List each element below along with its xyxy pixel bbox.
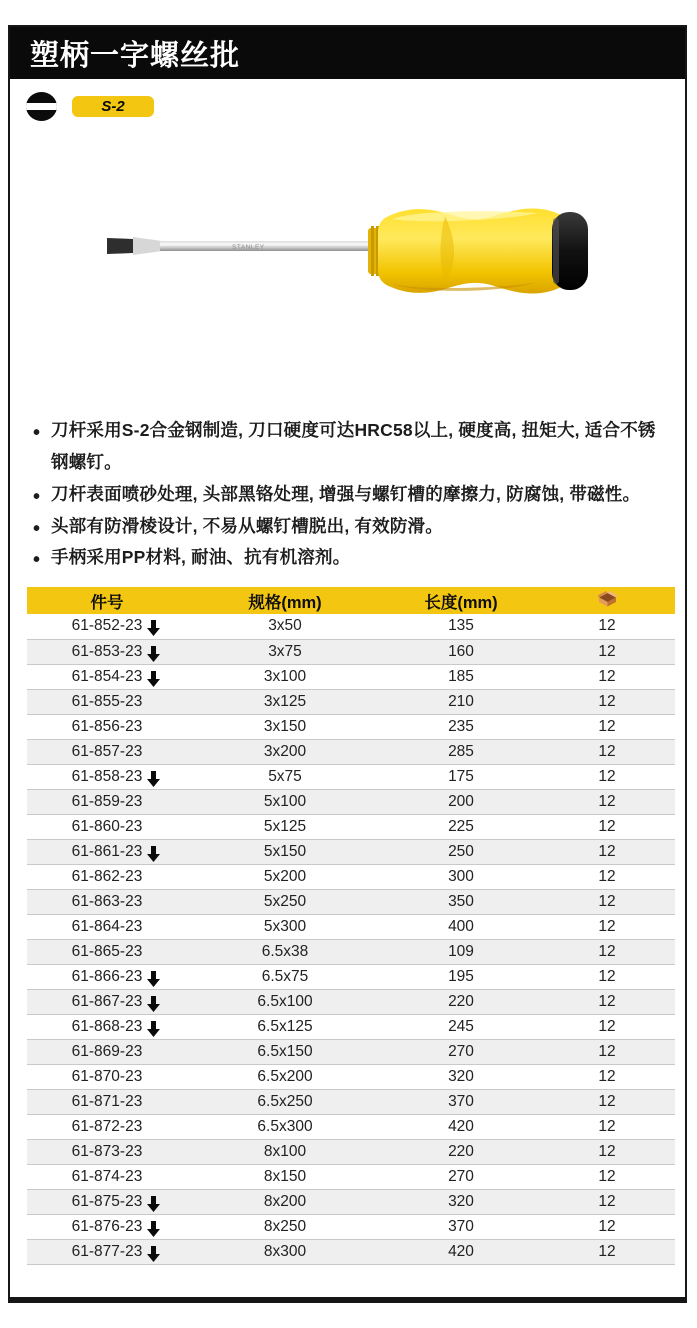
pack-qty-cell: 12 (539, 739, 675, 764)
down-arrow-icon (147, 996, 160, 1012)
parts-table-body (27, 614, 675, 1264)
part-number-cell: 61-853-23 (27, 639, 187, 664)
badge-row (26, 91, 685, 121)
spec-cell: 8x100 (187, 1139, 383, 1164)
part-number-cell: 61-862-23 (27, 864, 187, 889)
spec-cell: 3x50 (187, 614, 383, 639)
spec-cell: 3x75 (187, 639, 383, 664)
table-row (27, 839, 675, 864)
part-number-cell: 61-854-23 (27, 664, 187, 689)
pack-qty-cell: 12 (539, 714, 675, 739)
page-title: 塑柄一字螺丝批 (30, 39, 241, 72)
part-number-cell: 61-863-23 (27, 889, 187, 914)
part-number-cell: 61-861-23 (27, 839, 187, 864)
length-cell: 200 (383, 789, 539, 814)
table-row (27, 914, 675, 939)
pack-qty-cell: 12 (539, 639, 675, 664)
part-number-cell: 61-858-23 (27, 764, 187, 789)
length-cell: 400 (383, 914, 539, 939)
part-number-cell: 61-876-23 (27, 1214, 187, 1239)
length-cell: 135 (383, 614, 539, 639)
table-row (27, 739, 675, 764)
length-cell: 320 (383, 1064, 539, 1089)
table-row (27, 889, 675, 914)
slotted-tip-icon (26, 92, 57, 121)
part-number-cell: 61-872-23 (27, 1114, 187, 1139)
part-number-cell: 61-875-23 (27, 1189, 187, 1214)
spec-cell: 8x250 (187, 1214, 383, 1239)
down-arrow-icon (147, 1246, 160, 1262)
spec-cell: 3x150 (187, 714, 383, 739)
length-cell: 420 (383, 1239, 539, 1264)
pack-qty-cell: 12 (539, 1239, 675, 1264)
table-row (27, 1164, 675, 1189)
part-number-cell: 61-855-23 (27, 689, 187, 714)
pack-qty-cell: 12 (539, 689, 675, 714)
feature-item: • 刀杆采用S-2合金钢制造, 刀口硬度可达HRC58以上, 硬度高, 扭矩大, 适合不锈钢螺钉。 (32, 415, 670, 479)
spec-cell: 6.5x250 (187, 1089, 383, 1114)
table-row (27, 714, 675, 739)
feature-item: • 刀杆表面喷砂处理, 头部黑铬处理, 增强与螺钉槽的摩擦力, 防腐蚀, 带磁性。 (32, 479, 670, 511)
table-row (27, 814, 675, 839)
part-number-cell: 61-871-23 (27, 1089, 187, 1114)
table-row (27, 614, 675, 639)
col-header-pack (539, 587, 675, 614)
pack-qty-cell: 12 (539, 1064, 675, 1089)
brand-text: STANLEY (232, 244, 265, 251)
part-number-cell: 61-874-23 (27, 1164, 187, 1189)
blade-tip (107, 238, 133, 254)
table-row (27, 1064, 675, 1089)
down-arrow-icon (147, 1196, 160, 1212)
table-row (27, 864, 675, 889)
table-header-row (27, 587, 675, 614)
spec-cell: 8x200 (187, 1189, 383, 1214)
table-row (27, 1139, 675, 1164)
length-cell: 420 (383, 1114, 539, 1139)
handle (378, 208, 576, 293)
length-cell: 245 (383, 1014, 539, 1039)
down-arrow-icon (147, 620, 160, 636)
table-row (27, 639, 675, 664)
pack-qty-cell: 12 (539, 614, 675, 639)
shaft (160, 241, 376, 251)
pack-qty-cell: 12 (539, 989, 675, 1014)
part-number-cell: 61-877-23 (27, 1239, 187, 1264)
part-number-cell: 61-869-23 (27, 1039, 187, 1064)
pack-qty-cell: 12 (539, 1139, 675, 1164)
length-cell: 285 (383, 739, 539, 764)
spec-cell: 3x100 (187, 664, 383, 689)
length-cell: 160 (383, 639, 539, 664)
down-arrow-icon (147, 846, 160, 862)
table-row (27, 789, 675, 814)
pack-qty-cell: 12 (539, 1089, 675, 1114)
screwdriver-illustration (72, 192, 602, 312)
parts-table (27, 587, 675, 1265)
length-cell: 320 (383, 1189, 539, 1214)
part-number-cell: 61-857-23 (27, 739, 187, 764)
pack-qty-cell: 12 (539, 1114, 675, 1139)
pack-qty-cell: 12 (539, 664, 675, 689)
spec-cell: 6.5x300 (187, 1114, 383, 1139)
spec-cell: 6.5x75 (187, 964, 383, 989)
length-cell: 220 (383, 1139, 539, 1164)
part-number-cell: 61-860-23 (27, 814, 187, 839)
title-bar (10, 27, 685, 79)
pack-qty-cell: 12 (539, 1014, 675, 1039)
length-cell: 109 (383, 939, 539, 964)
table-row (27, 1214, 675, 1239)
pack-qty-cell: 12 (539, 964, 675, 989)
pack-qty-cell: 12 (539, 939, 675, 964)
part-number-cell: 61-870-23 (27, 1064, 187, 1089)
spec-cell: 6.5x125 (187, 1014, 383, 1039)
table-row (27, 1089, 675, 1114)
pack-qty-cell: 12 (539, 839, 675, 864)
features-list (32, 415, 670, 574)
table-row (27, 1039, 675, 1064)
table-row (27, 664, 675, 689)
down-arrow-icon (147, 771, 160, 787)
spec-cell: 8x300 (187, 1239, 383, 1264)
product-image (72, 192, 602, 312)
col-header-length: 长度(mm) (424, 593, 498, 612)
length-cell: 350 (383, 889, 539, 914)
down-arrow-icon (147, 1021, 160, 1037)
pack-qty-cell: 12 (539, 1214, 675, 1239)
table-row (27, 1189, 675, 1214)
spec-cell: 8x150 (187, 1164, 383, 1189)
length-cell: 370 (383, 1214, 539, 1239)
length-cell: 370 (383, 1089, 539, 1114)
spec-cell: 5x100 (187, 789, 383, 814)
spec-cell: 6.5x200 (187, 1064, 383, 1089)
down-arrow-icon (147, 1221, 160, 1237)
spec-cell: 5x150 (187, 839, 383, 864)
length-cell: 300 (383, 864, 539, 889)
length-cell: 175 (383, 764, 539, 789)
table-row (27, 939, 675, 964)
pack-qty-cell: 12 (539, 864, 675, 889)
spec-cell: 6.5x150 (187, 1039, 383, 1064)
spec-cell: 5x125 (187, 814, 383, 839)
table-row (27, 1014, 675, 1039)
part-number-cell: 61-866-23 (27, 964, 187, 989)
spec-cell: 5x300 (187, 914, 383, 939)
pack-qty-cell: 12 (539, 889, 675, 914)
table-row (27, 689, 675, 714)
part-number-cell: 61-868-23 (27, 1014, 187, 1039)
length-cell: 270 (383, 1039, 539, 1064)
table-row (27, 1239, 675, 1264)
part-number-cell: 61-864-23 (27, 914, 187, 939)
spec-cell: 6.5x38 (187, 939, 383, 964)
length-cell: 225 (383, 814, 539, 839)
pack-qty-cell: 12 (539, 764, 675, 789)
spec-cell: 5x75 (187, 764, 383, 789)
part-number-cell: 61-859-23 (27, 789, 187, 814)
length-cell: 220 (383, 989, 539, 1014)
part-number-cell: 61-867-23 (27, 989, 187, 1014)
length-cell: 185 (383, 664, 539, 689)
part-number-cell: 61-852-23 (27, 614, 187, 639)
spec-cell: 3x200 (187, 739, 383, 764)
pack-qty-cell: 12 (539, 814, 675, 839)
part-number-cell: 61-865-23 (27, 939, 187, 964)
part-number-cell: 61-856-23 (27, 714, 187, 739)
page-frame (8, 25, 687, 1303)
spec-cell: 5x200 (187, 864, 383, 889)
col-header-part: 件号 (90, 593, 124, 612)
carton-pack-icon (597, 590, 618, 612)
length-cell: 235 (383, 714, 539, 739)
col-header-spec: 规格(mm) (248, 593, 322, 612)
table-row (27, 964, 675, 989)
length-cell: 195 (383, 964, 539, 989)
part-number-cell: 61-873-23 (27, 1139, 187, 1164)
pack-qty-cell: 12 (539, 1039, 675, 1064)
pack-qty-cell: 12 (539, 789, 675, 814)
feature-item: • 头部有防滑棱设计, 不易从螺钉槽脱出, 有效防滑。 (32, 511, 670, 543)
length-cell: 270 (383, 1164, 539, 1189)
pack-qty-cell: 12 (539, 914, 675, 939)
table-row (27, 1114, 675, 1139)
feature-item: • 手柄采用PP材料, 耐油、抗有机溶剂。 (32, 542, 670, 574)
length-cell: 250 (383, 839, 539, 864)
down-arrow-icon (147, 671, 160, 687)
table-row (27, 989, 675, 1014)
down-arrow-icon (147, 971, 160, 987)
steel-grade-badge: S-2 (72, 96, 154, 117)
spec-cell: 3x125 (187, 689, 383, 714)
pack-qty-cell: 12 (539, 1189, 675, 1214)
pack-qty-cell: 12 (539, 1164, 675, 1189)
spec-cell: 6.5x100 (187, 989, 383, 1014)
length-cell: 210 (383, 689, 539, 714)
down-arrow-icon (147, 646, 160, 662)
table-row (27, 764, 675, 789)
spec-cell: 5x250 (187, 889, 383, 914)
